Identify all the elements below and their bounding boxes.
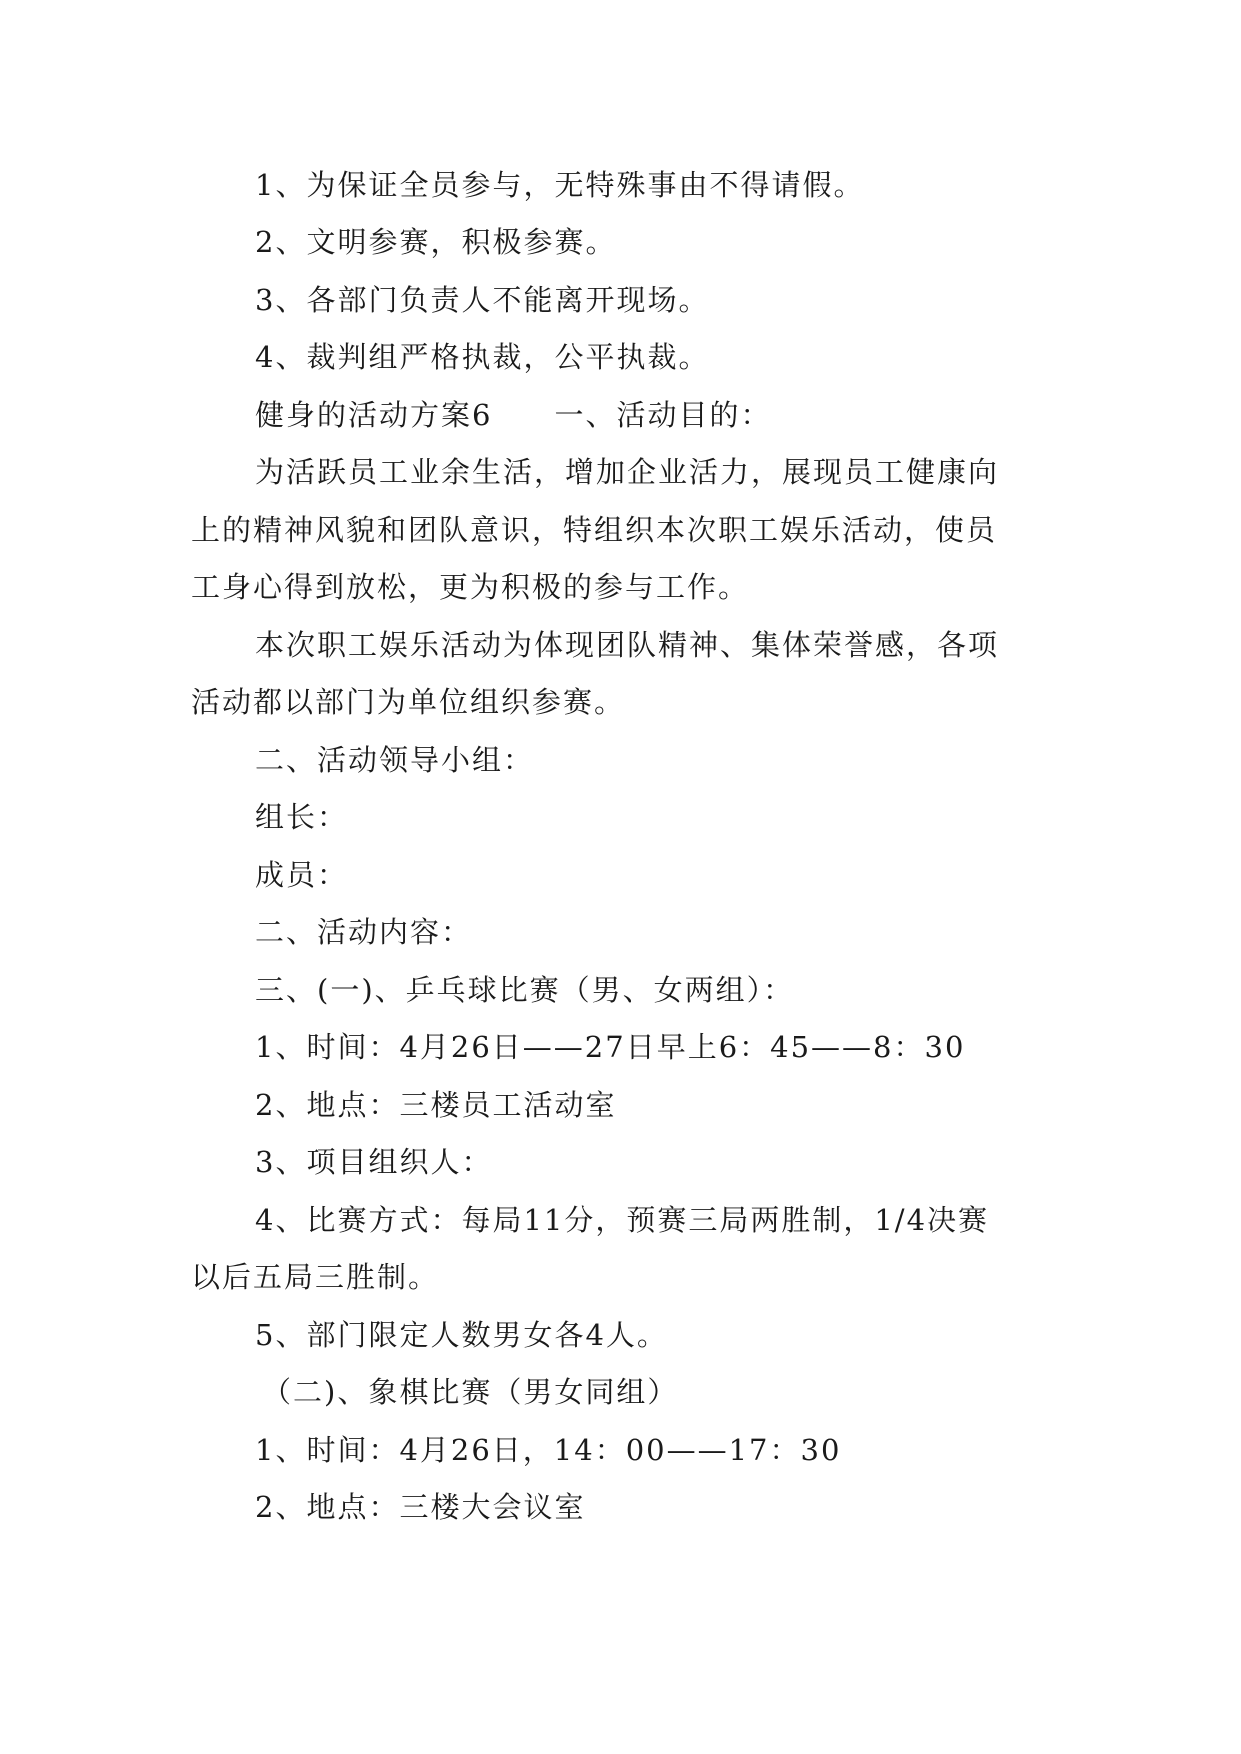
- text-line: 以后五局三胜制。: [191, 1260, 440, 1294]
- text-line: 4、裁判组严格执裁，公平执裁。: [255, 340, 710, 374]
- section-heading: （二)、象棋比赛（男女同组）: [262, 1375, 679, 1409]
- text-line: 2、地点：三楼员工活动室: [255, 1088, 617, 1122]
- text-line: 1、时间：4月26日——27日早上6：45——8：30: [255, 1030, 966, 1064]
- text-line: 本次职工娱乐活动为体现团队精神、集体荣誉感，各项: [255, 628, 1000, 662]
- text-line: 1、为保证全员参与，无特殊事由不得请假。: [255, 168, 865, 202]
- text-line: 3、项目组织人：: [255, 1145, 493, 1179]
- text-line: 活动都以部门为单位组织参赛。: [191, 685, 626, 719]
- text-line: 4、比赛方式：每局11分，预赛三局两胜制，1/4决赛: [255, 1203, 990, 1237]
- text-line: 上的精神风貌和团队意识，特组织本次职工娱乐活动，使员: [191, 513, 998, 547]
- text-line: 2、地点：三楼大会议室: [255, 1490, 586, 1524]
- section-heading: 三、(一)、乒乓球比赛（男、女两组）：: [255, 973, 795, 1007]
- section-heading: 健身的活动方案6 一、活动目的：: [255, 398, 772, 432]
- section-heading: 二、活动内容：: [255, 915, 473, 949]
- text-line: 5、部门限定人数男女各4人。: [255, 1318, 668, 1352]
- text-line: 工身心得到放松，更为积极的参与工作。: [191, 570, 750, 604]
- text-line: 为活跃员工业余生活，增加企业活力，展现员工健康向: [255, 455, 1000, 489]
- text-line: 组长：: [255, 800, 349, 834]
- text-line: 3、各部门负责人不能离开现场。: [255, 283, 710, 317]
- section-heading: 二、活动领导小组：: [255, 743, 535, 777]
- text-line: 成员：: [255, 858, 349, 892]
- text-line: 2、文明参赛，积极参赛。: [255, 225, 617, 259]
- text-line: 1、时间：4月26日，14：00——17：30: [255, 1433, 842, 1467]
